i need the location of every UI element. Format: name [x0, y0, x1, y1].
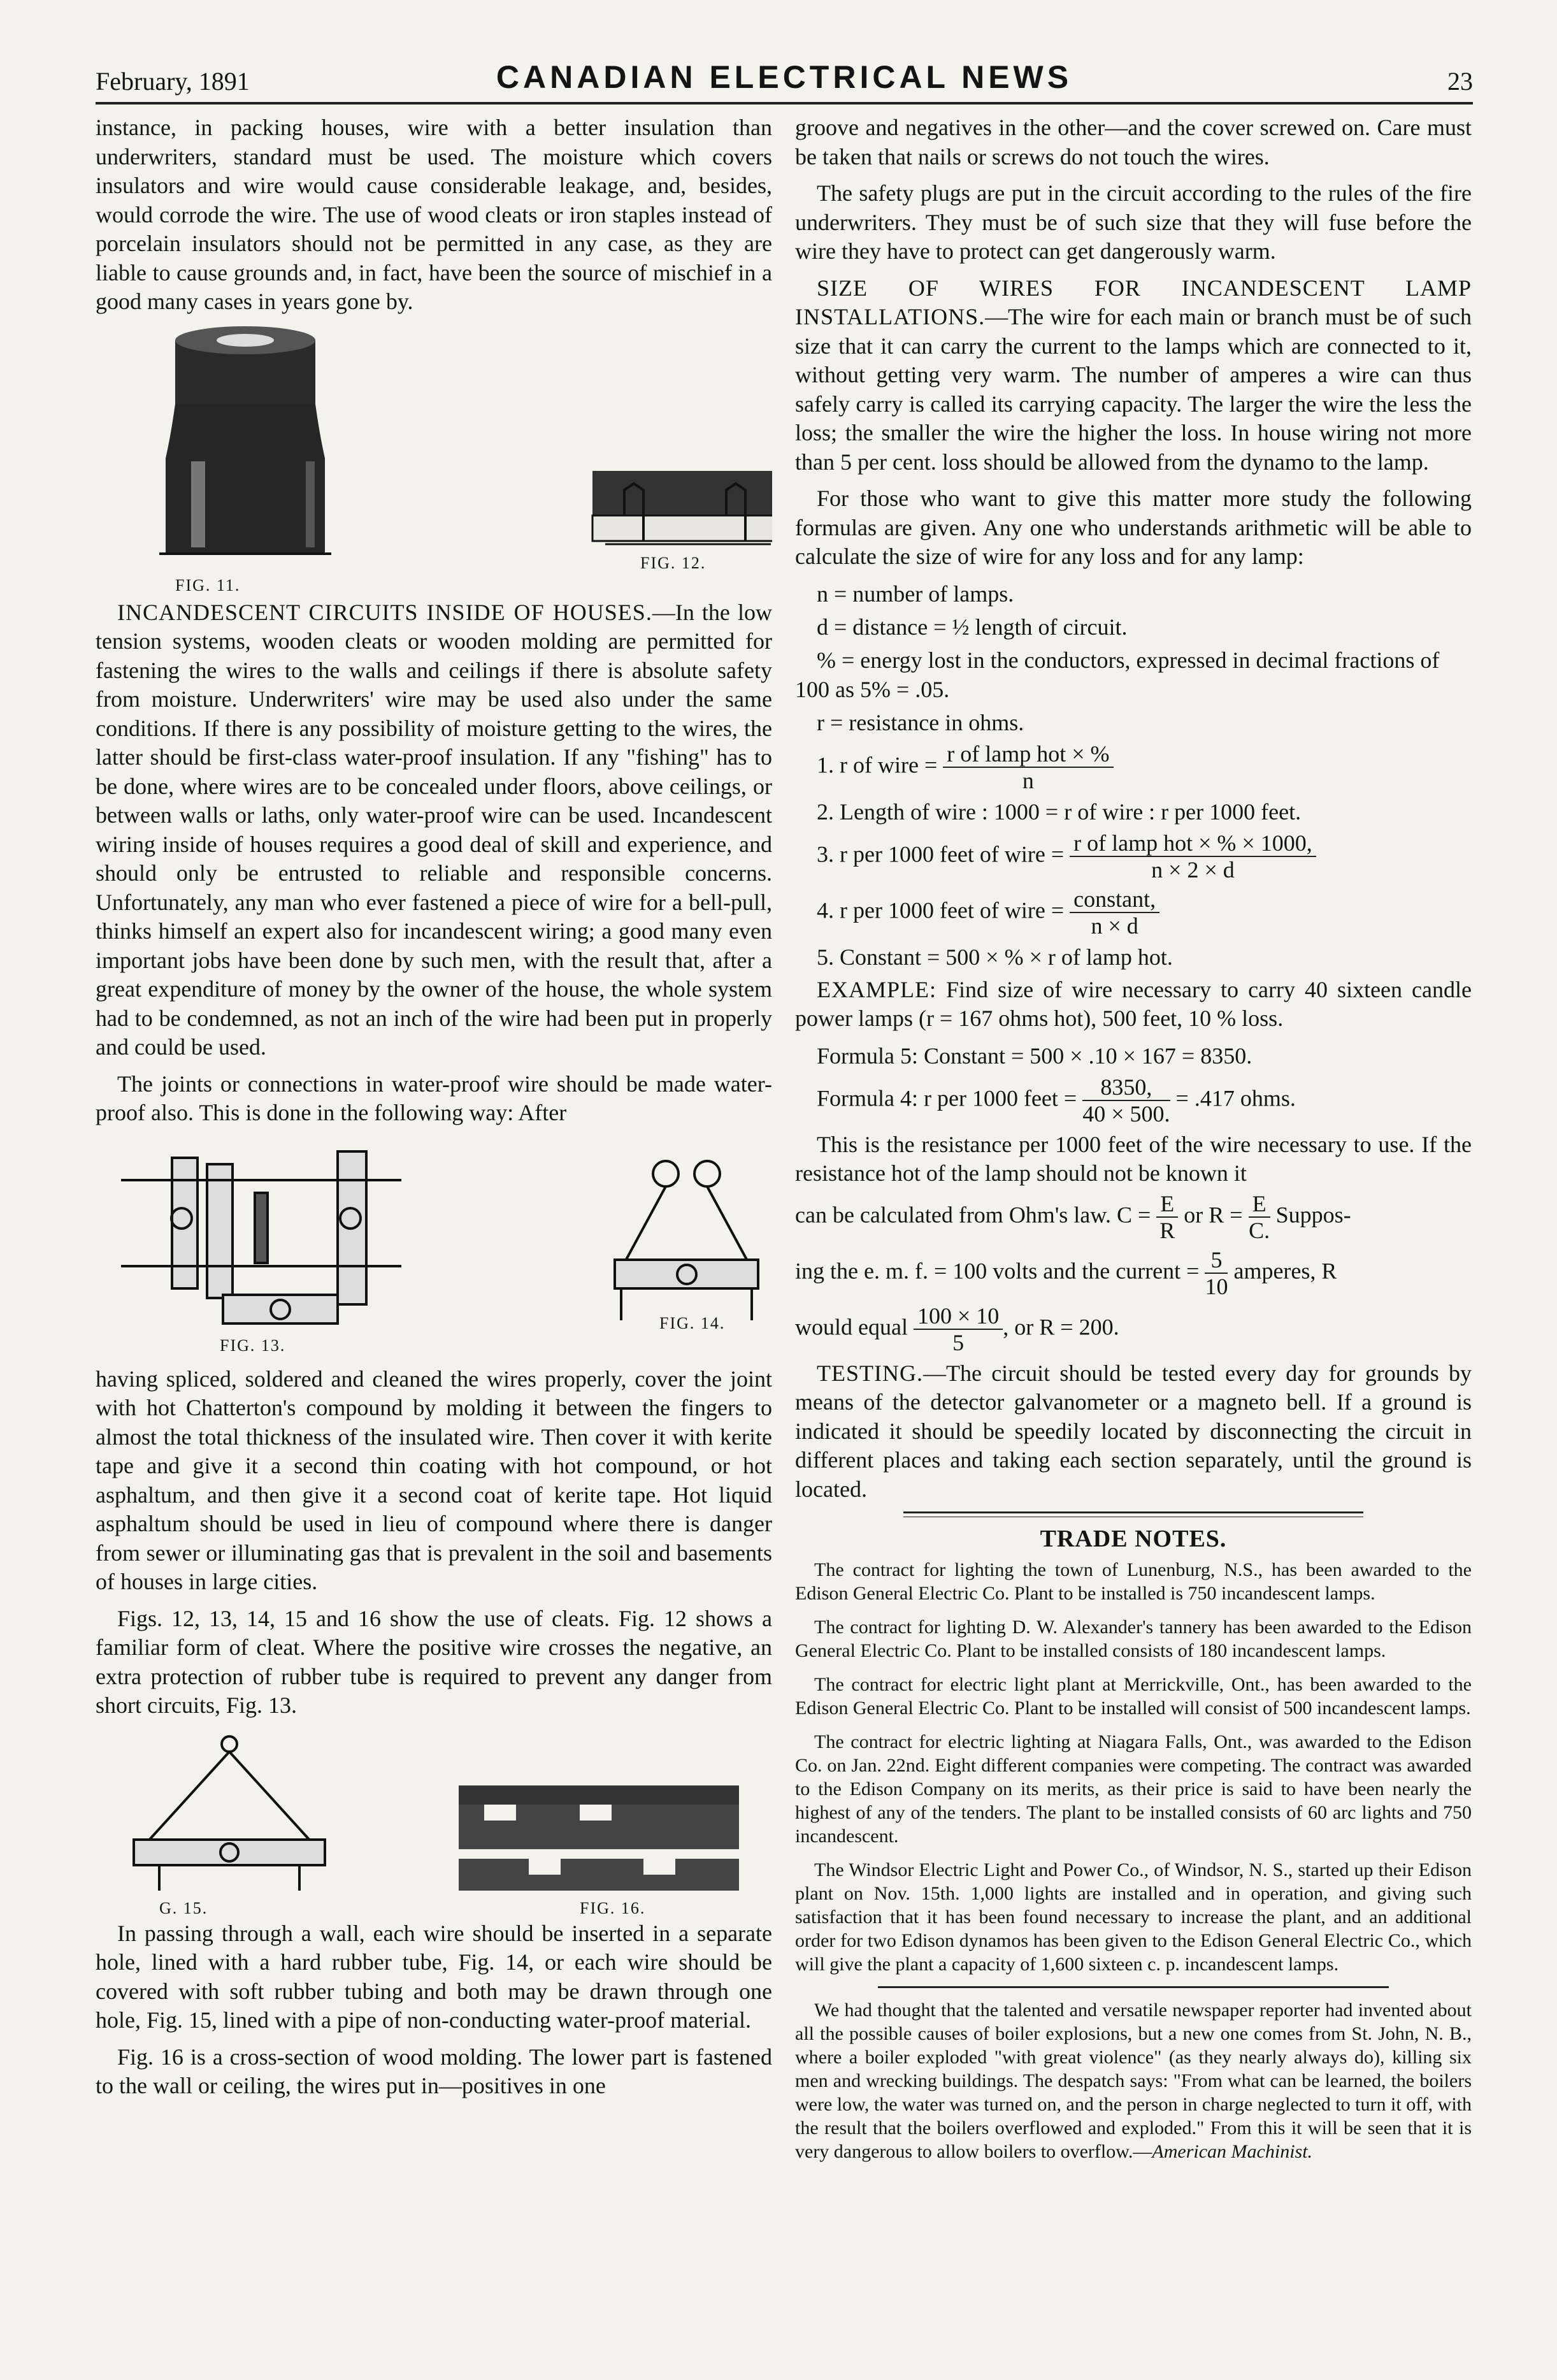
journal-title: CANADIAN ELECTRICAL NEWS	[496, 59, 1073, 95]
example-formula-4	[817, 1074, 1472, 1127]
text: , or R = 200.	[1003, 1313, 1119, 1339]
fraction	[1249, 1191, 1270, 1243]
fig12-caption: FIG. 12.	[640, 553, 707, 572]
fraction	[1205, 1247, 1228, 1299]
denominator: 10	[1205, 1273, 1228, 1299]
ohms-law-line	[795, 1191, 1472, 1243]
paragraph: The joints or connections in water-proof wire should be made water-proof also. This is done in the following way: After	[96, 1071, 772, 1125]
formula-label: 4. r per 1000 feet of wire =	[817, 897, 1065, 923]
paragraph: The safety plugs are put in the circuit according to the rules of the fire underwriters. They must be of such size that they will fuse before the wire they have to protect can get dangerously warm.	[795, 180, 1472, 264]
denominator: C.	[1249, 1217, 1270, 1243]
figures-15-16	[96, 1728, 772, 1919]
paragraph-text: —In the low tension systems, wooden cleats or wooden molding are permitted for fastening the wires to the walls and ceilings if there is absolute safety from moisture. Underwriters' wire may be used also under the same conditions. If there is any possibility of moisture getting to the wires, the latter should be first-class water-proof insulation. If any "fishing" has to be done, where wires are to be concealed under floors, above ceilings, or between walls or laths, only water-proof wire can be used. Incandescent wiring inside of houses requires a good deal of skill and experience, and should only be entrusted to reliable and responsible concerns. Unfortunately, any man who ever fastened a piece of wire for a bell-pull, thinks himself an expert also for incandescent wiring; a good many even important jobs have been done by such men, with the result that, after a great expenditure of money by the owner of the house, the whole system had to be condemned, as not an inch of the wire had been put in properly and could be used.	[96, 599, 773, 1060]
trade-note: The contract for lighting D. W. Alexander's tannery has been awarded to the Edison General Electric Co. Plant to be installed consists of 180 incandescent lamps.	[795, 1617, 1472, 1661]
numerator: 100 × 10	[914, 1303, 1003, 1330]
cleat-drawing	[592, 471, 772, 544]
numerator: E	[1249, 1191, 1270, 1218]
fig15-drawing	[134, 1736, 325, 1891]
numerator: E	[1156, 1191, 1178, 1218]
text: or	[1184, 1201, 1203, 1227]
denominator: n × d	[1091, 912, 1138, 939]
denominator: 40 × 500.	[1082, 1100, 1170, 1127]
fraction	[914, 1303, 1003, 1355]
section-heading: TESTING.	[817, 1360, 923, 1386]
fraction	[1082, 1074, 1170, 1127]
text: R =	[1209, 1201, 1243, 1227]
text: C =	[1116, 1201, 1151, 1227]
example-formula-5: Formula 5: Constant = 500 × .10 × 167 = 8350.	[817, 1042, 1252, 1069]
definition: r = resistance in ohms.	[817, 709, 1024, 735]
trade-note: The contract for electric light plant at Merrickville, Ont., has been awarded to the Edison General Electric Co. Plant to be installed will consist of 500 incandescent lamps.	[795, 1674, 1472, 1719]
example-current-line	[795, 1247, 1472, 1299]
wall-tube-and-molding-illustration	[96, 1728, 772, 1919]
fraction	[943, 741, 1113, 793]
paragraph: groove and negatives in the other—and the cover screwed on. Care must be taken that nails or screws do not touch the wires.	[795, 115, 1472, 169]
fig13-caption: FIG. 13.	[220, 1336, 286, 1355]
example-paragraph	[795, 976, 1472, 1034]
trade-note: The contract for lighting the town of Lunenburg, N.S., has been awarded to the Edison General Electric Co. Plant to be installed is 750 incandescent lamps.	[795, 1559, 1472, 1604]
text: amperes, R	[1233, 1257, 1337, 1283]
fig15-caption: G. 15.	[159, 1898, 208, 1917]
trade-note	[795, 1998, 1472, 2163]
definition: n = number of lamps.	[817, 581, 1014, 607]
numerator: 8350,	[1082, 1074, 1170, 1101]
denominator: R	[1159, 1217, 1175, 1243]
section-divider	[903, 1511, 1363, 1517]
trade-notes-title: TRADE NOTES.	[1040, 1525, 1227, 1552]
fig16-caption: FIG. 16.	[580, 1898, 646, 1917]
paragraph-text: —The wire for each main or branch must be of such size that it can carry the current to the lamps which are connected to it, without getting very warm. The number of amperes a wire can thus safely carry is called its carrying capacity. The larger the wire the less the loss; the smaller the wire the higher the loss. In house wiring not more than 5 per cent. loss should be allowed from the dynamo to the lamp.	[795, 304, 1472, 475]
text: Suppos-	[1275, 1201, 1351, 1227]
definition: % = energy lost in the conductors, expressed in decimal fractions of 100 as 5% = .05.	[795, 647, 1440, 702]
denominator: 5	[952, 1329, 965, 1355]
section-heading: SIZE OF WIRES FOR INCANDESCENT LAMP INSTALLATIONS.	[795, 275, 1472, 329]
paragraph-text: —The circuit should be tested every day for grounds by means of the detector galvanometer or a magneto bell. If a ground is indicated it should be speedily located by disconnecting the circuit in different places and taking each section separately, until the ground is located.	[795, 1360, 1472, 1502]
trade-note: The contract for electric lighting at Niagara Falls, Ont., was awarded to the Edison Co. on Jan. 22nd. Eight different companies were competing. The contract was awarded to the Edison Company on its merits, as their price is said to have been nearly the highest of any of the tenders. The plant to be installed consists of 60 arc lights and 750 incandescent.	[795, 1731, 1472, 1847]
denominator: n	[1022, 767, 1034, 793]
numerator: r of lamp hot × %	[943, 741, 1113, 768]
example-text: Find size of wire necessary to carry 40 sixteen candle power lamps (r = 167 ohms hot), 500 feet, 10 % loss.	[795, 976, 1472, 1031]
formula-2: 2. Length of wire : 1000 = r of wire : r per 1000 feet.	[817, 798, 1302, 825]
numerator: 5	[1205, 1247, 1228, 1274]
paragraph	[96, 598, 772, 1062]
formula-5: 5. Constant = 500 × % × r of lamp hot.	[817, 944, 1173, 970]
note-divider	[878, 1986, 1389, 1988]
fig13-drawing	[121, 1151, 401, 1323]
paragraph: For those who want to give this matter more study the following formulas are given. Any one who understands arithmetic will be able to calculate the size of wire for any loss and for any lamp:	[795, 486, 1472, 569]
page-number: 23	[1447, 67, 1473, 96]
formula-1	[817, 741, 1472, 793]
fig16-drawing	[459, 1785, 739, 1891]
fig14-drawing	[615, 1161, 758, 1320]
note-source: American Machinist.	[1152, 2141, 1313, 2162]
example-heading: EXAMPLE:	[817, 976, 936, 1002]
left-column	[96, 113, 772, 2109]
formula-label: Formula 4: r per 1000 feet =	[817, 1085, 1077, 1111]
paragraph: Figs. 12, 13, 14, 15 and 16 show the use of cleats. Fig. 12 shows a familiar form of cleat. Where the positive wire crosses the negative, an extra protection of rubber tube is required to prevent any danger from short circuits, Fig. 13.	[96, 1605, 772, 1718]
header-rule	[96, 102, 1473, 105]
fraction	[1156, 1191, 1178, 1243]
denominator: n × 2 × d	[1151, 856, 1235, 883]
text: ing the e. m. f. = 100 volts and the current =	[795, 1257, 1200, 1283]
right-column	[795, 113, 1472, 2174]
paragraph	[795, 1359, 1472, 1504]
formula-label: 1. r of wire =	[817, 751, 938, 777]
trade-note: The Windsor Electric Light and Power Co., of Windsor, N. S., started up their Edison plant on Nov. 15th. 1,000 lights are installed and in operation, and giving such satisfaction that it has been found necessary to increase the plant, and an additional order for two Edison dynamos has been given to the Edison General Electric Co., which will give the plant a capacity of 1,600 sixteen c. p. incandescent lamps.	[795, 1859, 1472, 1975]
fraction	[1070, 830, 1316, 883]
section-heading: INCANDESCENT CIRCUITS INSIDE OF HOUSES.	[117, 599, 652, 625]
formula-3	[817, 830, 1472, 883]
numerator: constant,	[1070, 886, 1159, 913]
paragraph: Fig. 16 is a cross-section of wood molding. The lower part is fastened to the wall or ceiling, the wires put in—positives in one	[96, 2044, 772, 2098]
paragraph	[795, 274, 1472, 477]
issue-date: February, 1891	[96, 67, 250, 96]
numerator: r of lamp hot × % × 1000,	[1070, 830, 1316, 857]
definition: d = distance = ½ length of circuit.	[817, 614, 1128, 640]
figures-13-14	[96, 1136, 772, 1365]
trade-notes	[795, 1558, 1472, 2163]
paragraph: In passing through a wall, each wire should be inserted in a separate hole, lined with a hard rubber tube, Fig. 14, or each wire should be covered with soft rubber tubing and both may be drawn through one hole, Fig. 15, lined with a pipe of non-conducting water-proof material.	[96, 1920, 772, 2033]
paragraph: having spliced, soldered and cleaned the wires properly, cover the joint with hot Chatterton's compound by molding it between the fingers to almost the total thickness of the insulated wire. Then cover it with kerite tape and give it a second thin coating with hot compound, or hot asphaltum, and then give it a second coat of kerite tape. Hot liquid asphaltum should be used in lieu of compound where there is danger from sewer or illuminating gas that is prevalent in the soil and basements of houses in large cities.	[96, 1366, 772, 1594]
formula-4	[817, 886, 1472, 939]
formula-label: 3. r per 1000 feet of wire =	[817, 840, 1065, 867]
fraction	[1070, 886, 1159, 939]
note-text: We had thought that the talented and versatile newspaper reporter had invented about all the possible causes of boiler explosions, but a new one comes from St. John, N. B., where a boiler exploded "with great violence" (as they nearly always do), killing six men and wrecking buildings. The despatch says: "From what can be learned, the boilers were low, the water was turned on, and the person in charge neglected to turn it off, with the result that the boilers overflowed and exploded." From this it will be seen that it is very dangerous to allow boilers to overflow.—	[795, 2000, 1472, 2162]
paragraph: This is the resistance per 1000 feet of the wire necessary to use. If the resistance hot of the lamp should not be known it	[795, 1131, 1472, 1186]
page-header	[96, 59, 1473, 99]
formula-result: = .417 ohms.	[1175, 1085, 1296, 1111]
text: would equal	[795, 1313, 908, 1339]
paragraph: instance, in packing houses, wire with a better insulation than underwriters, standard must be used. The moisture which covers insulators and wire would cause considerable leakage, and, besides, would corrode the wire. The use of wood cleats or iron staples instead of porcelain insulators should not be permitted in any case, as they are liable to cause grounds and, in fact, have been the source of mischief in a good many cases in years gone by.	[96, 115, 772, 314]
fig14-caption: FIG. 14.	[659, 1313, 726, 1332]
example-resistance-line	[795, 1303, 1472, 1355]
porcelain-insulator-drawing	[159, 326, 331, 554]
figures-11-12	[96, 324, 772, 598]
fig11-caption: FIG. 11.	[175, 575, 241, 595]
text: can be calculated from Ohm's law.	[795, 1201, 1111, 1227]
